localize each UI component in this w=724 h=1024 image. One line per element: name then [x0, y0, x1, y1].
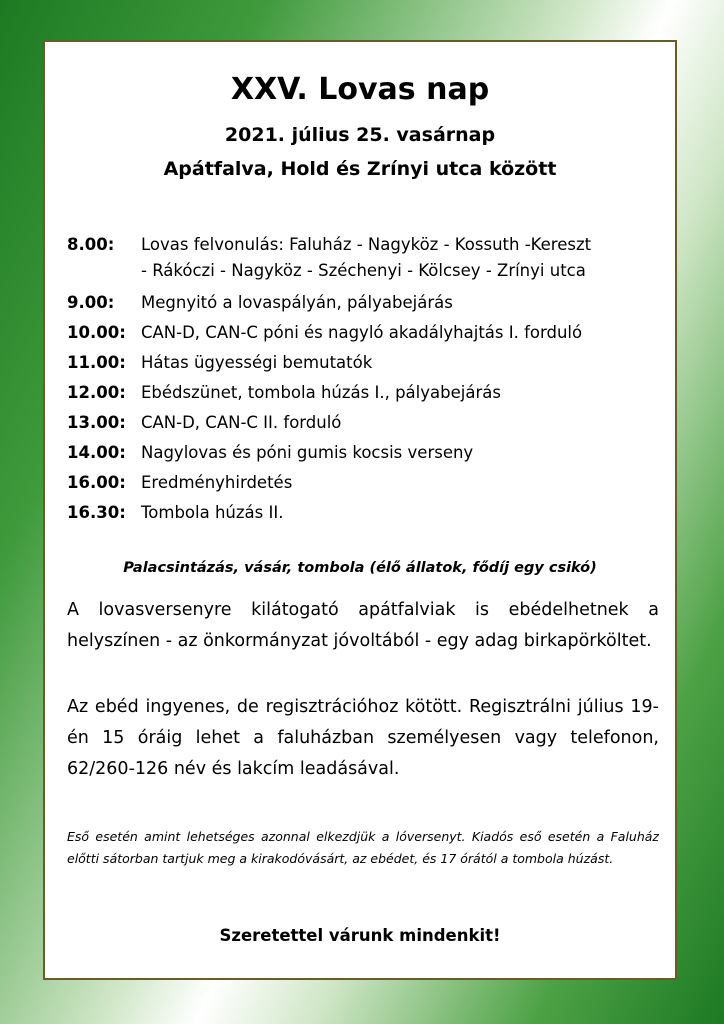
- schedule-text: CAN-D, CAN-C póni és nagyló akadályhajtás I. forduló: [141, 323, 583, 342]
- schedule-text: Tombola húzás II.: [141, 503, 284, 522]
- schedule-text-line1: Lovas felvonulás: Faluház - Nagyköz - Kossuth -Kereszt: [141, 235, 592, 254]
- extras-line: Palacsintázás, vásár, tombola (élő állatok, fődíj egy csikó): [123, 560, 597, 576]
- schedule-row: [67, 318, 667, 348]
- schedule-row: [67, 232, 667, 288]
- event-title: XXV. Lovas nap: [230, 72, 490, 107]
- schedule-text: Eredményhirdetés: [141, 473, 293, 492]
- schedule-row: [67, 348, 667, 378]
- schedule-time: 8.00:: [67, 235, 115, 254]
- schedule-time: 14.00:: [67, 443, 126, 462]
- schedule-row: [67, 408, 667, 438]
- schedule-time: 11.00:: [67, 353, 126, 372]
- event-location: Apátfalva, Hold és Zrínyi utca között: [163, 158, 557, 180]
- schedule-text: Megnyitó a lovaspályán, pályabejárás: [141, 293, 453, 312]
- schedule-time: 16.30:: [67, 503, 126, 522]
- schedule-text: [141, 232, 591, 288]
- welcome-line: Szeretettel várunk mindenkit!: [219, 926, 501, 945]
- schedule-row: [67, 438, 667, 468]
- schedule-row: [67, 378, 667, 408]
- schedule-row: [67, 498, 667, 528]
- schedule-text: Ebédszünet, tombola húzás I., pályabejárás: [141, 383, 501, 402]
- schedule-time: 10.00:: [67, 323, 126, 342]
- schedule-row: [67, 468, 667, 498]
- schedule-time: 16.00:: [67, 473, 126, 492]
- schedule-list: [67, 232, 667, 528]
- schedule-time: 9.00:: [67, 293, 115, 312]
- schedule-text: Hátas ügyességi bemutatók: [141, 353, 373, 372]
- schedule-text: CAN-D, CAN-C II. forduló: [141, 413, 342, 432]
- schedule-text: Nagylovas és póni gumis kocsis verseny: [141, 443, 474, 462]
- event-date: 2021. július 25. vasárnap: [224, 124, 496, 146]
- schedule-time: 13.00:: [67, 413, 126, 432]
- rain-note: Eső esetén amint lehetséges azonnal elkezdjük a lóversenyt. Kiadós eső esetén a Faluház előtti sátorban tartjuk meg a kirakodóvásárt, az ebédet, és 17 órától a tombola húzást.: [67, 829, 659, 866]
- poster-card: [43, 40, 677, 980]
- schedule-row: [67, 288, 667, 318]
- lunch-paragraph: A lovasversenyre kilátogató apátfalviak is ebédelhetnek a helyszínen - az önkormányzat jóvoltából - egy adag birkapörköltet.: [67, 600, 659, 651]
- schedule-text-line2: - Rákóczi - Nagyköz - Széchenyi - Kölcsey - Zrínyi utca: [141, 261, 586, 280]
- schedule-time: 12.00:: [67, 383, 126, 402]
- registration-paragraph: Az ebéd ingyenes, de regisztrációhoz kötött. Regisztrálni július 19-én 15 óráig lehet a faluházban személyesen vagy telefonon, 62/260-126 név és lakcím leadásával.: [67, 697, 659, 779]
